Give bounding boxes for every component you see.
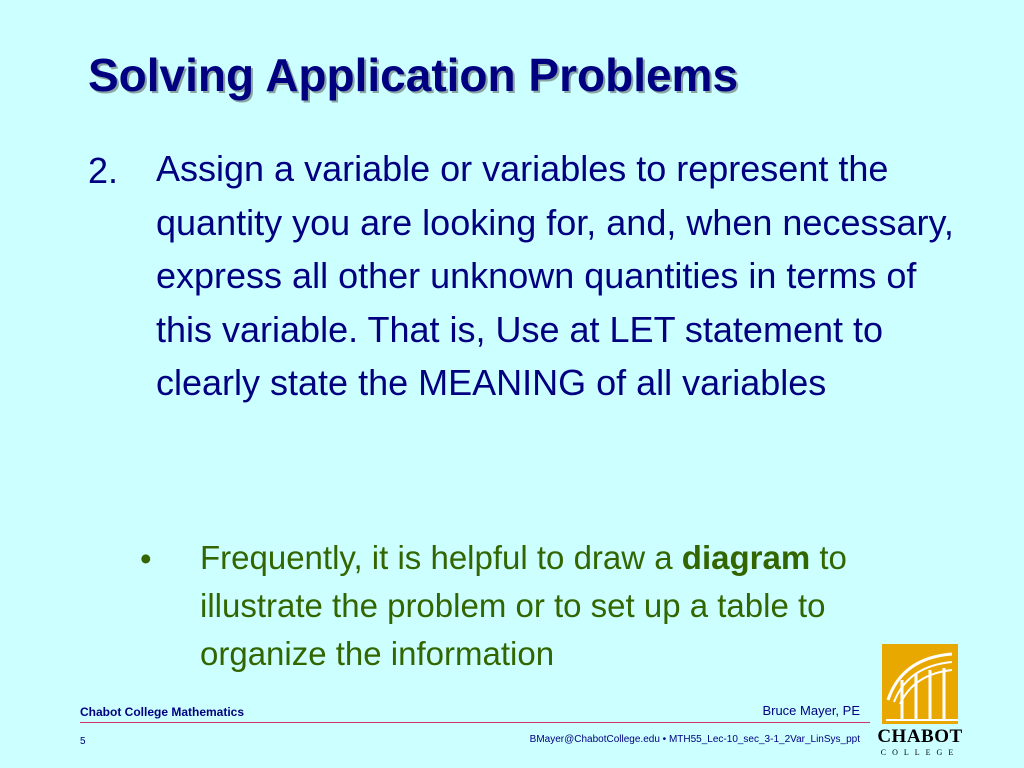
sub-bullet-text bbox=[200, 534, 960, 678]
sub-bullet-prefix: Frequently, it is helpful to draw a bbox=[200, 539, 682, 576]
bullet-marker: • bbox=[140, 540, 152, 577]
footer-divider bbox=[80, 722, 870, 723]
chabot-building-icon bbox=[872, 640, 968, 726]
slide-title: Solving Application Problems bbox=[88, 49, 739, 101]
list-item-number: 2. bbox=[88, 150, 119, 191]
footer-college-name: Chabot College Mathematics bbox=[80, 705, 245, 719]
sub-bullet-bold-word: diagram bbox=[681, 539, 811, 576]
footer-email-line: BMayer@ChabotCollege.edu • MTH55_Lec-10_sec_3-1_2Var_LinSys_ppt bbox=[529, 734, 860, 745]
logo-wordmark: CHABOT bbox=[877, 726, 963, 747]
sub-bullet-suffix: to illustrate the problem or to set up a table to organize the information bbox=[200, 539, 847, 672]
footer-author: Bruce Mayer, PE bbox=[762, 703, 860, 718]
list-item-text: Assign a variable or variables to represent the quantity you are looking for, and, when necessary, express all other unknown quantities in terms of this variable. That is, Use at LET statement to clearly state the MEANING of all variables bbox=[156, 148, 954, 403]
logo-subtitle: COLLEGE bbox=[880, 748, 960, 757]
chabot-logo bbox=[872, 640, 968, 768]
slide-number: 5 bbox=[80, 736, 86, 747]
